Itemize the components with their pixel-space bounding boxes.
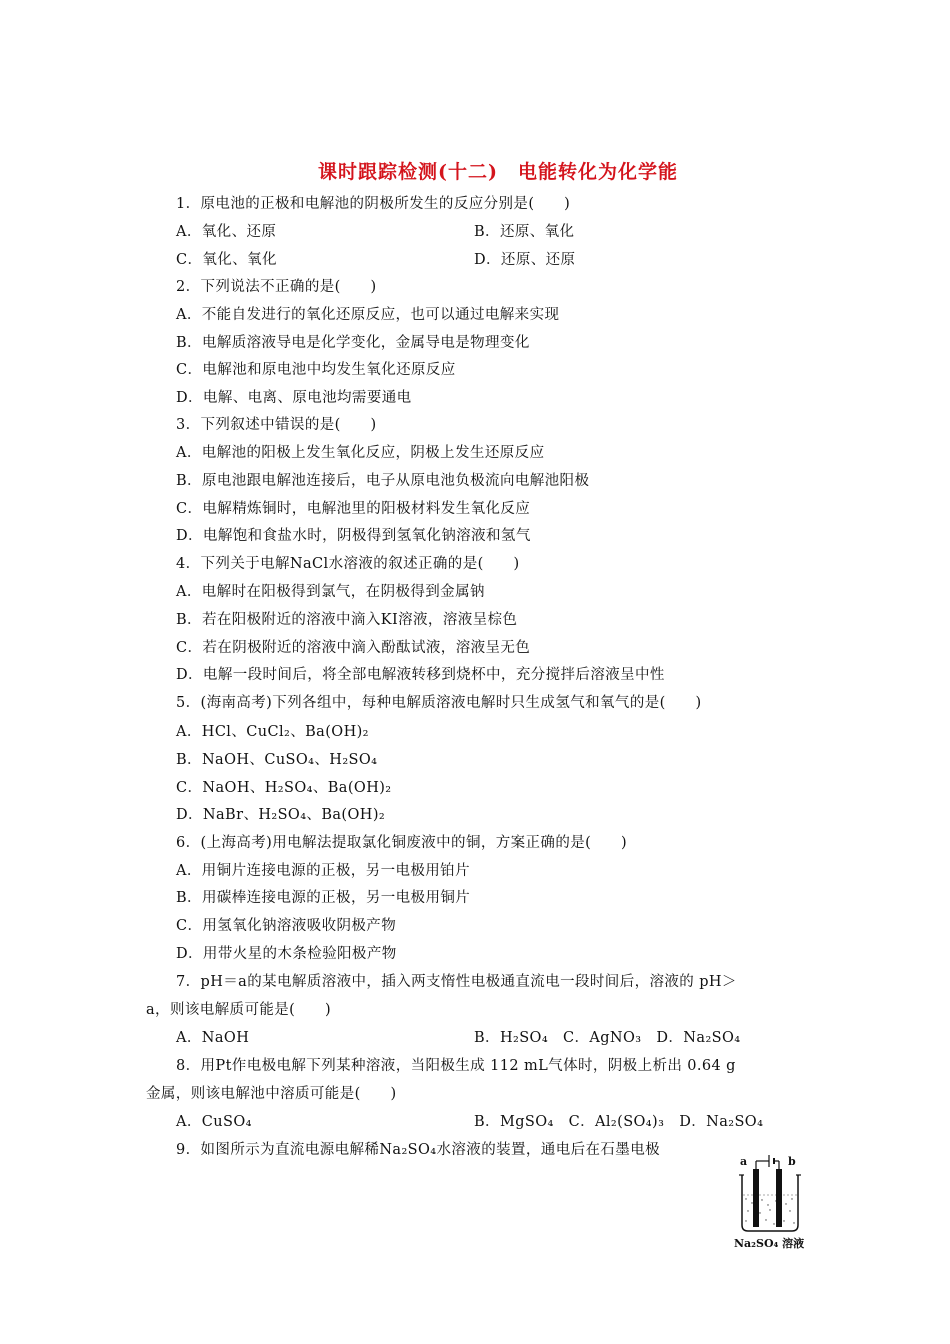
electrode-a-label: a [740,1155,748,1168]
q7-stem-line1: 7．pH＝a的某电解质溶液中，插入两支惰性电极通直流电一段时间后，溶液的 pH＞ [176,974,737,990]
page-title: 课时跟踪检测(十二) 电能转化为化学能 [318,161,678,183]
q1-stem: 1．原电池的正极和电解池的阴极所发生的反应分别是( ) [176,196,571,212]
electrode-b-label: b [788,1155,796,1168]
q8-stem-line2: 金属，则该电解池中溶质可能是( ) [146,1086,397,1102]
q6-option-c: C．用氢氧化钠溶液吸收阴极产物 [176,918,397,934]
q1-option-d: D．还原、还原 [474,252,576,268]
q5-option-a: A．HCl、CuCl₂、Ba(OH)₂ [176,724,369,740]
q1-option-c: C．氧化、氧化 [176,252,277,268]
q7-stem-line2: a，则该电解质可能是( ) [146,1002,332,1018]
q2-option-a: A．不能自发进行的氧化还原反应，也可以通过电解来实现 [176,307,560,323]
q4-stem: 4．下列关于电解NaCl水溶液的叙述正确的是( ) [176,556,520,572]
q5-option-b: B．NaOH、CuSO₄、H₂SO₄ [176,752,378,768]
electrolysis-diagram [732,1153,822,1257]
q4-option-c: C．若在阴极附近的溶液中滴入酚酞试液，溶液呈无色 [176,640,531,656]
q6-option-d: D．用带火星的木条检验阳极产物 [176,946,397,962]
q2-option-d: D．电解、电离、原电池均需要通电 [176,390,412,406]
q3-stem: 3．下列叙述中错误的是( ) [176,417,377,433]
q5-option-d: D．NaBr、H₂SO₄、Ba(OH)₂ [176,807,386,823]
q3-option-d: D．电解饱和食盐水时，阴极得到氢氧化钠溶液和氢气 [176,528,531,544]
q2-stem: 2．下列说法不正确的是( ) [176,279,377,295]
q3-option-c: C．电解精炼铜时，电解池里的阳极材料发生氧化反应 [176,501,531,517]
q2-option-c: C．电解池和原电池中均发生氧化还原反应 [176,362,456,378]
q6-option-b: B．用碳棒连接电源的正极，另一电极用铜片 [176,890,471,906]
q3-option-a: A．电解池的阳极上发生氧化反应，阴极上发生还原反应 [176,445,545,461]
q4-option-a: A．电解时在阳极得到氯气，在阴极得到金属钠 [176,584,485,600]
figure-caption: Na₂SO₄ 溶液 [734,1237,805,1250]
q1-option-a: A．氧化、还原 [176,224,277,240]
q1-option-b: B．还原、氧化 [474,224,575,240]
q8-options-bcd: B．MgSO₄ C．Al₂(SO₄)₃ D．Na₂SO₄ [474,1114,764,1130]
q8-option-a: A．CuSO₄ [176,1114,252,1130]
q7-option-a: A．NaOH [176,1030,250,1046]
q9-stem: 9．如图所示为直流电源电解稀Na₂SO₄水溶液的装置，通电后在石墨电极 [176,1142,661,1158]
q8-stem-line1: 8．用Pt作电极电解下列某种溶液，当阳极生成 112 mL气体时，阴极上析出 0.64 g [176,1058,736,1074]
q5-stem: 5．(海南高考)下列各组中，每种电解质溶液电解时只生成氢气和氧气的是( ) [176,695,702,711]
q7-options-bcd: B．H₂SO₄ C．AgNO₃ D．Na₂SO₄ [474,1030,741,1046]
q3-option-b: B．原电池跟电解池连接后，电子从原电池负极流向电解池阳极 [176,473,590,489]
q2-option-b: B．电解质溶液导电是化学变化，金属导电是物理变化 [176,335,530,351]
q4-option-d: D．电解一段时间后，将全部电解液转移到烧杯中，充分搅拌后溶液呈中性 [176,667,665,683]
q4-option-b: B．若在阳极附近的溶液中滴入KI溶液，溶液呈棕色 [176,612,518,628]
q6-stem: 6．(上海高考)用电解法提取氯化铜废液中的铜，方案正确的是( ) [176,835,628,851]
q5-option-c: C．NaOH、H₂SO₄、Ba(OH)₂ [176,780,392,796]
q6-option-a: A．用铜片连接电源的正极，另一电极用铂片 [176,863,470,879]
